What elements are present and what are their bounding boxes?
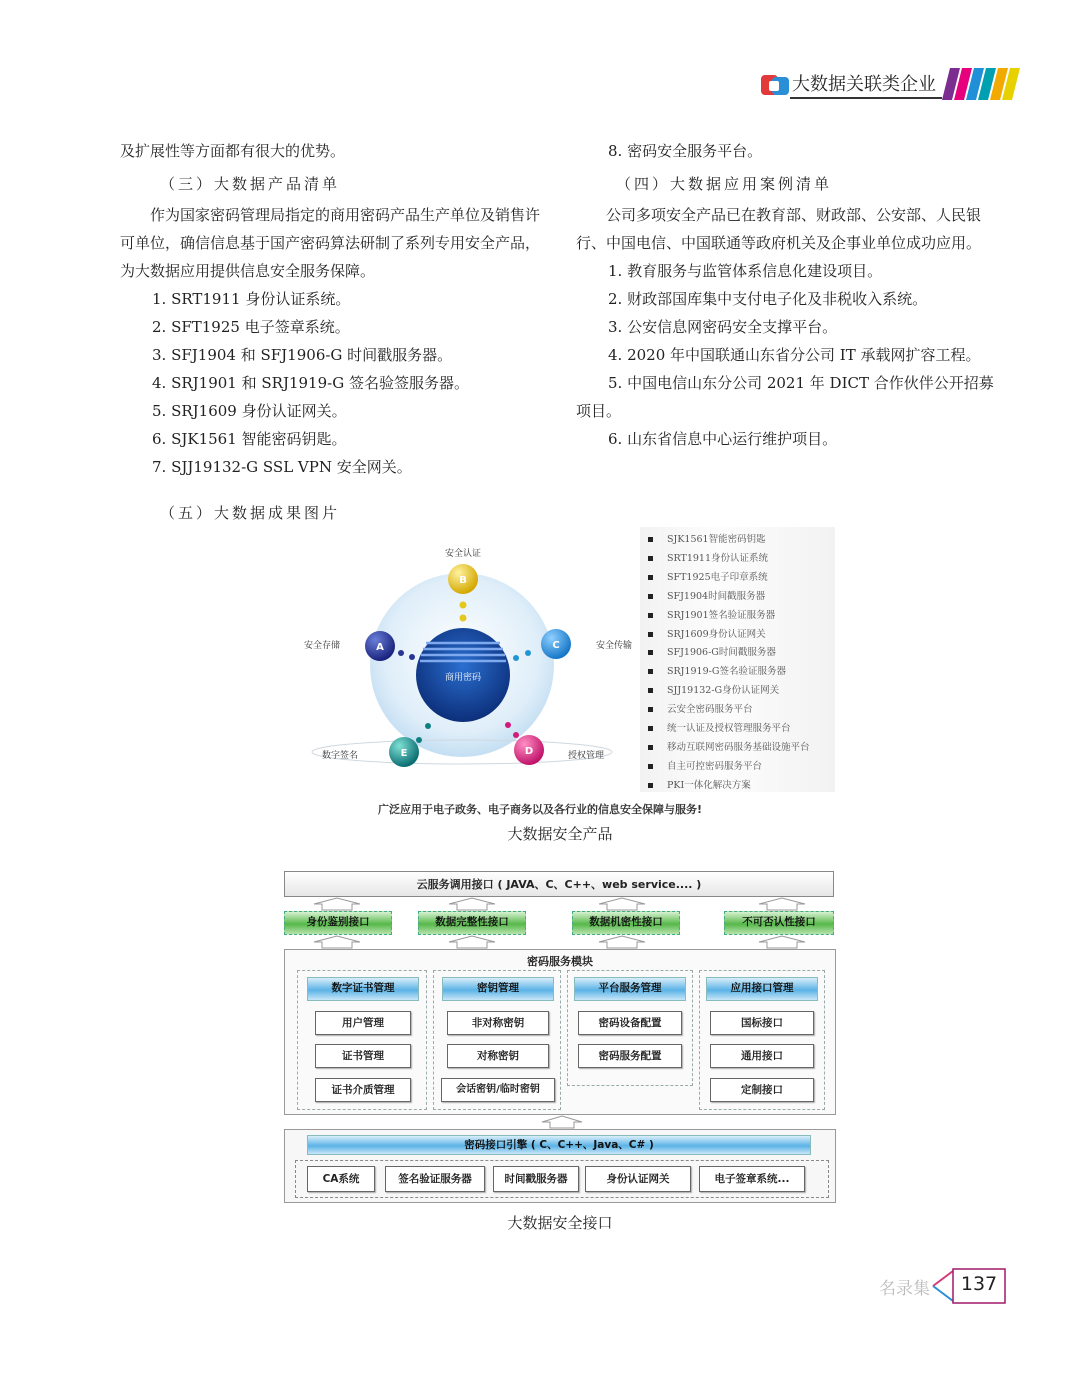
node-d-label: 授权管理 [567,751,605,761]
system-item: 时间戳服务器 [493,1166,579,1192]
legend-item: SJJ19132-G身份认证网关 [648,682,835,701]
left-column [120,137,548,527]
engine-layer [284,1129,836,1203]
list-item: 2. SFT1925 电子签章系统。 [152,318,350,336]
footer-label: 名录集 [879,1279,930,1299]
iface-identity: 身份鉴别接口 [284,911,392,935]
node-a-label: 安全存储 [303,641,341,651]
paragraph: 作为国家密码管理局指定的商用密码产品生产单位及销售许可单位，确信信息基于国产密码算法研制了系列专用安全产品，为大数据应用提供信息安全服务保障。 [120,206,541,280]
group-item: 国标接口 [710,1011,814,1035]
crypto-service-module [284,949,836,1115]
legend-item: SFT1925电子印章系统 [648,569,835,588]
cloud-api-bar: 云服务调用接口 ( JAVA、C、C++、web service.... ) [284,871,834,897]
list-item: 8. 密码安全服务平台。 [608,142,763,160]
legend-item: SJK1561智能密码钥匙 [648,531,835,550]
paragraph: 及扩展性等方面都有很大的优势。 [120,142,346,160]
node-c-letter: C [552,640,560,651]
figure1-tagline: 广泛应用于电子政务、电子商务以及各行业的信息安全保障与服务! [377,803,702,816]
header-stripes [942,68,1022,100]
list-item: 5. SRJ1609 身份认证网关。 [152,402,347,420]
legend-item: 云安全密码服务平台 [648,701,835,720]
group-item: 定制接口 [710,1078,814,1102]
crypto-circle-diagram [290,540,640,780]
group-item: 会话密钥/临时密钥 [441,1078,555,1102]
legend-item: SFJ1906-G时间戳服务器 [648,644,835,663]
group-item: 证书管理 [315,1044,411,1068]
system-item: 签名验证服务器 [385,1166,485,1192]
figure1-caption: 大数据安全产品 [507,825,613,843]
arrow-row-2 [282,935,838,949]
group-head: 数字证书管理 [307,977,419,1001]
list-item: 4. 2020 年中国联通山东省分公司 IT 承载网扩容工程。 [608,346,981,364]
iface-nonrepudiation: 不可否认性接口 [724,911,834,935]
section-heading-3: （三）大数据产品清单 [160,175,341,193]
group-item: 用户管理 [315,1011,411,1035]
product-legend [640,527,835,792]
node-e-letter: E [400,748,408,759]
list-item: 3. 公安信息网密码安全支撑平台。 [608,318,838,336]
group-item: 密码服务配置 [578,1044,682,1068]
arrow-row-1 [282,897,838,911]
group-head: 应用接口管理 [706,977,818,1001]
iface-confidentiality: 数据机密性接口 [572,911,680,935]
list-item: 1. SRT1911 身份认证系统。 [152,290,351,308]
node-b-label: 安全认证 [444,549,482,559]
group-item: 证书介质管理 [315,1078,411,1102]
logo-icon [760,72,790,98]
figure2-caption: 大数据安全接口 [507,1214,613,1232]
legend-item: SRJ1919-G签名验证服务器 [648,663,835,682]
header-rule [790,97,942,99]
node-d-letter: D [524,746,534,757]
list-item: 6. 山东省信息中心运行维护项目。 [608,430,838,448]
group-head: 密钥管理 [442,977,554,1001]
legend-item: 自主可控密码服务平台 [648,758,835,777]
right-column [576,137,1004,453]
core-label: 商用密码 [444,673,482,683]
list-item: 3. SFJ1904 和 SFJ1906-G 时间戳服务器。 [152,346,453,364]
section-heading-4: （四）大数据应用案例清单 [616,175,833,193]
group-item: 通用接口 [710,1044,814,1068]
system-item: CA系统 [307,1166,375,1192]
node-a-letter: A [376,642,384,653]
group-head: 平台服务管理 [574,977,686,1001]
iface-integrity: 数据完整性接口 [418,911,526,935]
arrow-row-3 [282,1115,838,1129]
page-header [760,66,1022,102]
legend-item: SFJ1904时间戳服务器 [648,588,835,607]
list-item: 7. SJJ19132-G SSL VPN 安全网关。 [152,458,412,476]
paragraph: 公司多项安全产品已在教育部、财政部、公安部、人民银行、中国电信、中国联通等政府机关及企事业单位成功应用。 [576,206,982,252]
list-item: 1. 教育服务与监管体系信息化建设项目。 [608,262,883,280]
header-title: 大数据关联类企业 [792,74,936,95]
legend-item: SRT1911身份认证系统 [648,550,835,569]
system-item: 电子签章系统... [699,1166,805,1192]
node-b-letter: B [459,575,467,586]
group-item: 非对称密钥 [447,1011,549,1035]
system-item: 身份认证网关 [585,1166,691,1192]
architecture-diagram [282,871,838,1204]
list-item: 4. SRJ1901 和 SRJ1919-G 签名验签服务器。 [152,374,469,392]
legend-item: 移动互联网密码服务基础设施平台 [648,739,835,758]
legend-item: SRJ1901签名验证服务器 [648,607,835,626]
node-e-label: 数字签名 [321,751,359,761]
node-c-label: 安全传输 [595,641,633,651]
list-item: 5. 中国电信山东分公司 2021 年 DICT 合作伙伴公开招募项目。 [576,374,994,420]
section-heading-5: （五）大数据成果图片 [160,504,341,522]
legend-item: PKI一体化解决方案 [648,777,835,796]
group-item: 密码设备配置 [578,1011,682,1035]
legend-item: 统一认证及授权管理服务平台 [648,720,835,739]
page-number: 137 [960,1273,998,1295]
engine-bar: 密码接口引擎 ( C、C++、Java、C# ) [307,1135,811,1155]
module-title: 密码服务模块 [527,955,593,968]
legend-item: SRJ1609身份认证网关 [648,626,835,645]
group-item: 对称密钥 [447,1044,549,1068]
list-item: 2. 财政部国库集中支付电子化及非税收入系统。 [608,290,928,308]
list-item: 6. SJK1561 智能密码钥匙。 [152,430,347,448]
